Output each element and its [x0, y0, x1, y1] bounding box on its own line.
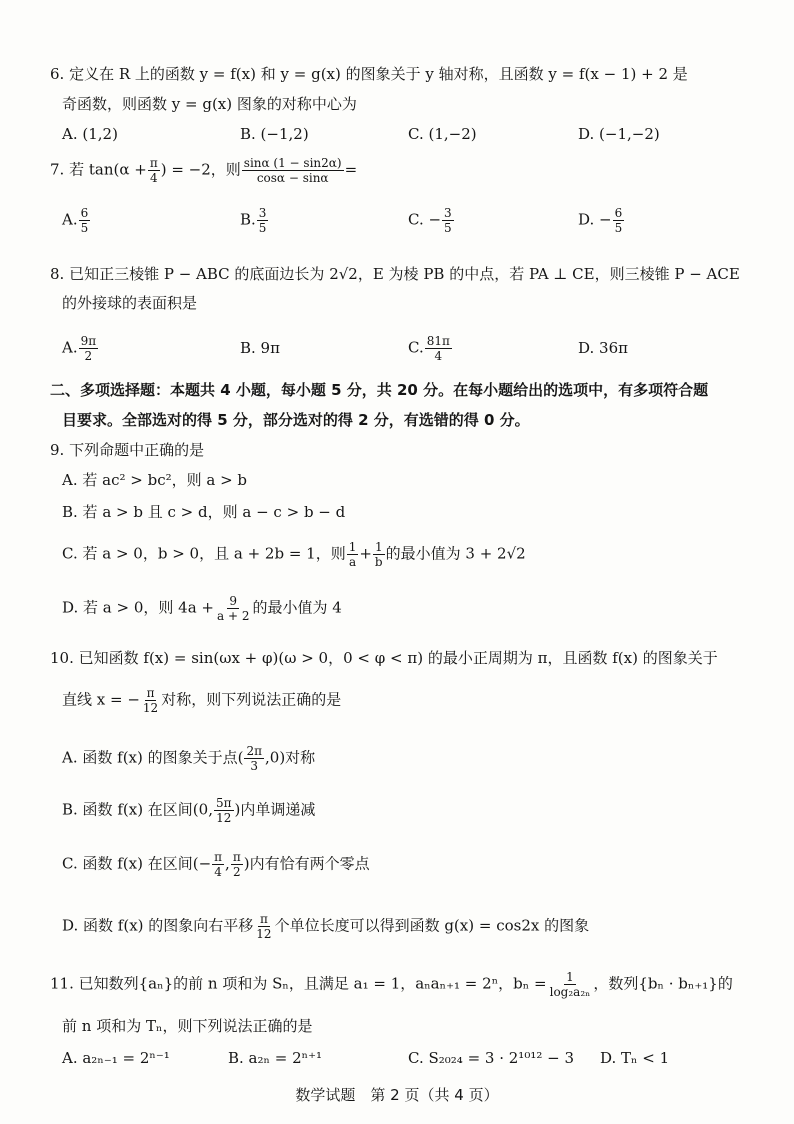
q8-a-frac — [79, 334, 99, 363]
q11-stem-frac — [548, 970, 593, 999]
q10-b-post: )内单调递减 — [234, 800, 316, 819]
q11-stem-line1 — [50, 970, 733, 999]
q11-option-b: B. a₂ₙ = 2ⁿ⁺¹ — [228, 1049, 323, 1067]
q10-d-num: π — [259, 912, 268, 926]
q8-c-label: C. — [408, 338, 424, 357]
q10-l2-post: 对称，则下列说法正确的是 — [161, 690, 342, 709]
q7-expr-den: cosα − sinα — [256, 171, 329, 185]
q9-d-num: 9 — [229, 594, 238, 608]
q10-c-pre: C. 函数 f(x) 在区间(− — [62, 854, 212, 873]
q10-option-c — [62, 850, 370, 879]
q10-a-frac — [244, 744, 264, 773]
q7-b-frac — [257, 206, 269, 235]
q7-pi-over-4 — [148, 156, 160, 185]
q9-c-frac1 — [347, 540, 359, 569]
q9-c-text: C. 若 a > 0，b > 0，且 a + 2b = 1，则 — [62, 544, 346, 563]
q10-c-num2: π — [232, 850, 241, 864]
q7-option-c — [408, 206, 455, 235]
q8-option-d: D. 36π — [578, 339, 628, 357]
q10-c-comma: , — [225, 854, 230, 873]
q10-c-den1: 4 — [214, 865, 222, 879]
q8-a-label: A. — [62, 338, 78, 357]
q9-c-frac2-den: b — [374, 555, 383, 569]
q7-d-frac — [613, 206, 625, 235]
q7-d-num: 6 — [614, 206, 623, 220]
q10-a-num: 2π — [246, 744, 263, 758]
q7-stem-suffix: = — [344, 160, 358, 179]
q7-option-a — [62, 206, 91, 235]
q10-a-den: 3 — [250, 759, 259, 773]
q9-c-post: 的最小值为 3 + 2√2 — [385, 544, 526, 563]
q10-b-pre: B. 函数 f(x) 在区间(0, — [62, 800, 213, 819]
q10-a-post: ,0)对称 — [265, 748, 316, 767]
q7-c-frac — [442, 206, 454, 235]
q9-c-frac2-num: 1 — [374, 540, 383, 554]
section2-heading-line2: 目要求。全部选对的得 5 分，部分选对的得 2 分，有选错的得 0 分。 — [62, 411, 530, 429]
q10-b-num: 5π — [215, 796, 232, 810]
q7-stem-prefix: 7. 若 tan(α + — [50, 160, 147, 179]
q11-option-c: C. S₂₀₂₄ = 3 · 2¹⁰¹² − 3 — [408, 1049, 575, 1067]
q7-b-num: 3 — [258, 206, 267, 220]
q11-stem-pre: 11. 已知数列{aₙ}的前 n 项和为 Sₙ，且满足 a₁ = 1，aₙaₙ₊₁ = 2ⁿ，bₙ = — [50, 974, 547, 993]
q9-option-d — [62, 594, 342, 623]
q6-option-b: B. (−1,2) — [240, 125, 309, 143]
q9-d-den: a + 2 — [216, 609, 250, 623]
q8-option-a — [62, 334, 99, 363]
q11-stem-den: log₂a₂ₙ — [549, 985, 591, 999]
q7-expr-num: sinα (1 − sin2α) — [243, 156, 342, 170]
q10-d-frac — [254, 912, 273, 941]
q10-option-d — [62, 912, 589, 941]
q9-option-a: A. 若 ac² > bc²，则 a > b — [62, 471, 248, 489]
q10-c-num1: π — [214, 850, 223, 864]
q6-option-d: D. (−1,−2) — [578, 125, 660, 143]
q10-l2-pre: 直线 x = − — [62, 690, 140, 709]
q10-d-den: 12 — [256, 927, 272, 941]
section2-heading-line1: 二、多项选择题：本题共 4 小题，每小题 5 分，共 20 分。在每小题给出的选项中，有多项符合题 — [50, 381, 709, 399]
q9-option-c — [62, 540, 526, 569]
q7-option-d — [578, 206, 625, 235]
q7-frac-den: 4 — [149, 171, 158, 185]
q10-b-den: 12 — [216, 811, 232, 825]
q8-option-b: B. 9π — [240, 339, 280, 357]
q10-c-frac1 — [212, 850, 224, 879]
q11-stem-line2: 前 n 项和为 Tₙ，则下列说法正确的是 — [62, 1017, 313, 1035]
q10-l2-den: 12 — [142, 701, 159, 715]
q10-c-den2: 2 — [232, 865, 241, 879]
q7-c-num: 3 — [444, 206, 452, 220]
q7-frac-num: π — [149, 156, 158, 170]
q7-b-label: B. — [240, 210, 256, 229]
q8-c-den: 4 — [434, 349, 443, 363]
q10-l2-num: π — [146, 686, 155, 700]
q10-d-pre: D. 函数 f(x) 的图象向右平移 — [62, 916, 254, 935]
q10-stem-line1: 10. 已知函数 f(x) = sin(ωx + φ)(ω > 0，0 < φ < π) 的最小正周期为 π，且函数 f(x) 的图象关于 — [50, 649, 718, 667]
q8-a-den: 2 — [84, 349, 93, 363]
q11-option-d: D. Tₙ < 1 — [600, 1049, 670, 1067]
q9-d-post: 的最小值为 4 — [252, 598, 342, 617]
q8-stem-line2: 的外接球的表面积是 — [62, 294, 198, 312]
q7-c-den: 5 — [444, 221, 452, 235]
q10-l2-frac — [141, 686, 160, 715]
q7-a-den: 5 — [80, 221, 89, 235]
q7-option-b — [240, 206, 269, 235]
q7-stem-mid: ) = −2，则 — [160, 160, 241, 179]
q8-c-num: 81π — [426, 334, 450, 348]
q8-a-num: 9π — [80, 334, 97, 348]
q10-d-post: 个单位长度可以得到函数 g(x) = cos2x 的图象 — [274, 916, 590, 935]
q11-option-a: A. a₂ₙ₋₁ = 2ⁿ⁻¹ — [62, 1049, 170, 1067]
q10-b-frac — [214, 796, 234, 825]
q11-stem-post: ，数列{bₙ · bₙ₊₁}的 — [593, 974, 733, 993]
q7-expression — [242, 156, 344, 185]
q7-a-num: 6 — [80, 206, 89, 220]
q7-d-den: 5 — [614, 221, 623, 235]
q9-d-frac — [215, 594, 251, 623]
q9-option-b: B. 若 a > b 且 c > d，则 a − c > b − d — [62, 503, 346, 521]
q6-option-c: C. (1,−2) — [408, 125, 477, 143]
q7-d-label: D. − — [578, 210, 612, 229]
q9-c-frac1-den: a — [348, 555, 357, 569]
q8-option-c — [408, 334, 453, 363]
q9-c-frac2 — [373, 540, 385, 569]
q9-c-frac1-num: 1 — [348, 540, 357, 554]
q6-stem-line1: 6. 定义在 R 上的函数 y = f(x) 和 y = g(x) 的图象关于 y 轴对称，且函数 y = f(x − 1) + 2 是 — [50, 65, 688, 83]
q10-option-b — [62, 796, 315, 825]
q10-c-post: )内有恰有两个零点 — [243, 854, 370, 873]
q7-b-den: 5 — [258, 221, 267, 235]
q9-stem: 9. 下列命题中正确的是 — [50, 441, 205, 459]
q7-stem — [50, 156, 357, 185]
q10-option-a — [62, 744, 315, 773]
q10-stem-line2 — [62, 686, 341, 715]
q10-c-frac2 — [231, 850, 243, 879]
q7-a-label: A. — [62, 210, 78, 229]
q8-c-frac — [425, 334, 452, 363]
q10-a-pre: A. 函数 f(x) 的图象关于点( — [62, 748, 244, 767]
q7-c-label: C. − — [408, 210, 442, 229]
q6-stem-line2: 奇函数，则函数 y = g(x) 图象的对称中心为 — [62, 95, 357, 113]
q11-stem-num: 1 — [566, 970, 574, 984]
page-footer: 数学试题 第 2 页（共 4 页） — [295, 1086, 499, 1104]
q6-option-a: A. (1,2) — [62, 125, 118, 143]
q9-c-plus: + — [359, 544, 372, 563]
q7-a-frac — [79, 206, 91, 235]
q8-stem-line1: 8. 已知正三棱锥 P − ABC 的底面边长为 2√2，E 为棱 PB 的中点，若 PA ⊥ CE，则三棱锥 P − ACE — [50, 265, 740, 283]
q9-d-text: D. 若 a > 0，则 4a + — [62, 598, 214, 617]
